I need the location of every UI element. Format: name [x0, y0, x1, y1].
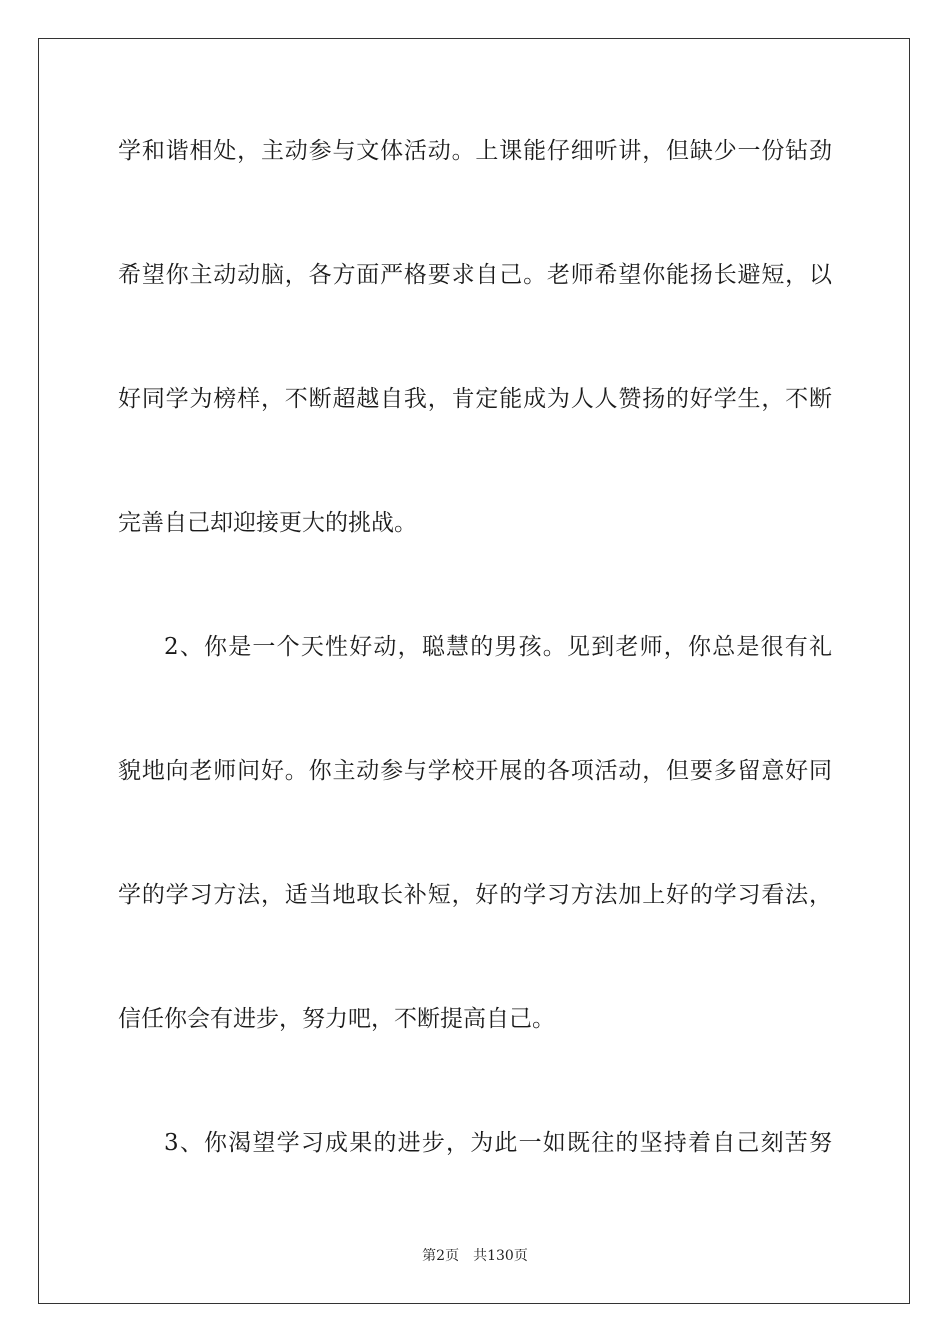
- text-line-3: 好同学为榜样，不断超越自我，肯定能成为人人赞扬的好学生，不断: [118, 386, 832, 412]
- text-line-4: 完善自己却迎接更大的挑战。: [118, 510, 417, 536]
- page-total: 共130页: [473, 1248, 528, 1264]
- page-border: [38, 38, 910, 1304]
- text-line-1: 学和谐相处，主动参与文体活动。上课能仔细听讲，但缺少一份钻劲: [118, 138, 832, 164]
- page-number: 第2页: [422, 1248, 460, 1264]
- text-line-9: 3、你渴望学习成果的进步，为此一如既往的坚持着自己刻苦努: [164, 1130, 832, 1156]
- text-line-2: 希望你主动动脑，各方面严格要求自己。老师希望你能扬长避短，以: [118, 262, 832, 288]
- text-line-7: 学的学习方法，适当地取长补短，好的学习方法加上好的学习看法，: [118, 882, 832, 908]
- text-line-6: 貌地向老师问好。你主动参与学校开展的各项活动，但要多留意好同: [118, 758, 832, 784]
- text-line-8: 信任你会有进步，努力吧，不断提高自己。: [118, 1006, 555, 1032]
- text-line-5: 2、你是一个天性好动，聪慧的男孩。见到老师，你总是很有礼: [164, 634, 832, 660]
- page-footer: [0, 1246, 950, 1266]
